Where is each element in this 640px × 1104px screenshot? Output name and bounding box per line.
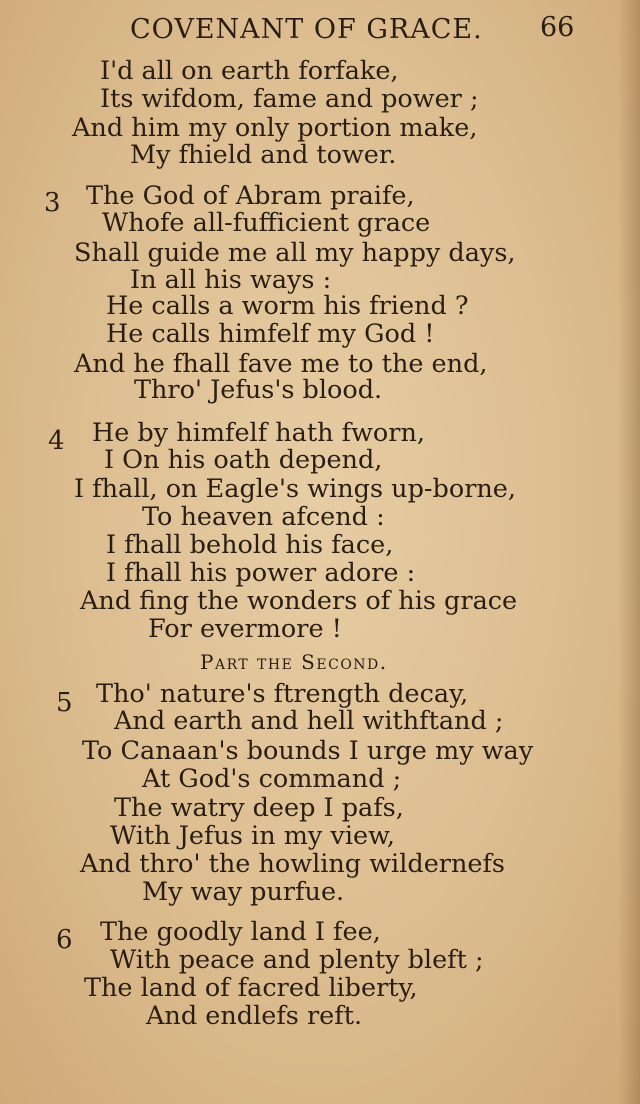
page-number: 66 (540, 12, 575, 43)
verse-line: And thro' the howling wildernefs (80, 849, 506, 879)
stanza-number: 6 (56, 925, 73, 955)
verse-line: The land of facred liberty, (84, 973, 418, 1003)
verse-line: The God of Abram praife, (86, 181, 415, 211)
verse-line: And endlefs reft. (146, 1001, 363, 1031)
verse-line: And him my only portion make, (72, 113, 478, 143)
verse-line: My way purfue. (142, 877, 345, 907)
verse-line: The watry deep I pafs, (114, 793, 404, 823)
page-edge-shadow (618, 0, 640, 1104)
stanza-number: 5 (56, 688, 73, 718)
verse-line: And earth and hell withftand ; (114, 706, 504, 736)
verse-line: For evermore ! (148, 614, 342, 644)
page-header (0, 10, 640, 50)
verse-line: In all his ways : (130, 265, 332, 295)
verse-line: He calls himfelf my God ! (106, 319, 435, 349)
verse-line: I fhall his power adore : (106, 558, 416, 588)
verse-line: Whofe all-fufficient grace (102, 208, 431, 238)
verse-line: My fhield and tower. (130, 140, 397, 170)
verse-line: I fhall, on Eagle's wings up-borne, (74, 474, 517, 504)
verse-line: Tho' nature's ftrength decay, (96, 679, 469, 709)
verse-line: And fing the wonders of his grace (80, 586, 518, 616)
stanza-number: 4 (48, 426, 65, 456)
verse-line: To Canaan's bounds I urge my way (82, 736, 534, 766)
verse-line: He by himfelf hath fworn, (92, 418, 425, 448)
verse-line: With peace and plenty bleft ; (110, 945, 484, 975)
verse-line: Thro' Jefus's blood. (134, 375, 383, 405)
verse-line: He calls a worm his friend ? (106, 291, 469, 321)
running-title: COVENANT OF GRACE. (130, 14, 483, 45)
verse-line: I fhall behold his face, (106, 530, 394, 560)
verse-line: With Jefus in my view, (110, 821, 395, 851)
verse-line: I On his oath depend, (104, 445, 383, 475)
verse-line: At God's command ; (142, 764, 402, 794)
part-heading: Part the Second. (200, 650, 388, 674)
verse-line: The goodly land I fee, (100, 917, 381, 947)
verse-line: To heaven afcend : (142, 502, 385, 532)
verse-line: And he fhall fave me to the end, (74, 349, 488, 379)
stanza-number: 3 (44, 188, 61, 218)
verse-line: I'd all on earth forfake, (100, 56, 399, 86)
verse-line: Shall guide me all my happy days, (74, 238, 516, 268)
verse-line: Its wifdom, fame and power ; (100, 84, 479, 114)
